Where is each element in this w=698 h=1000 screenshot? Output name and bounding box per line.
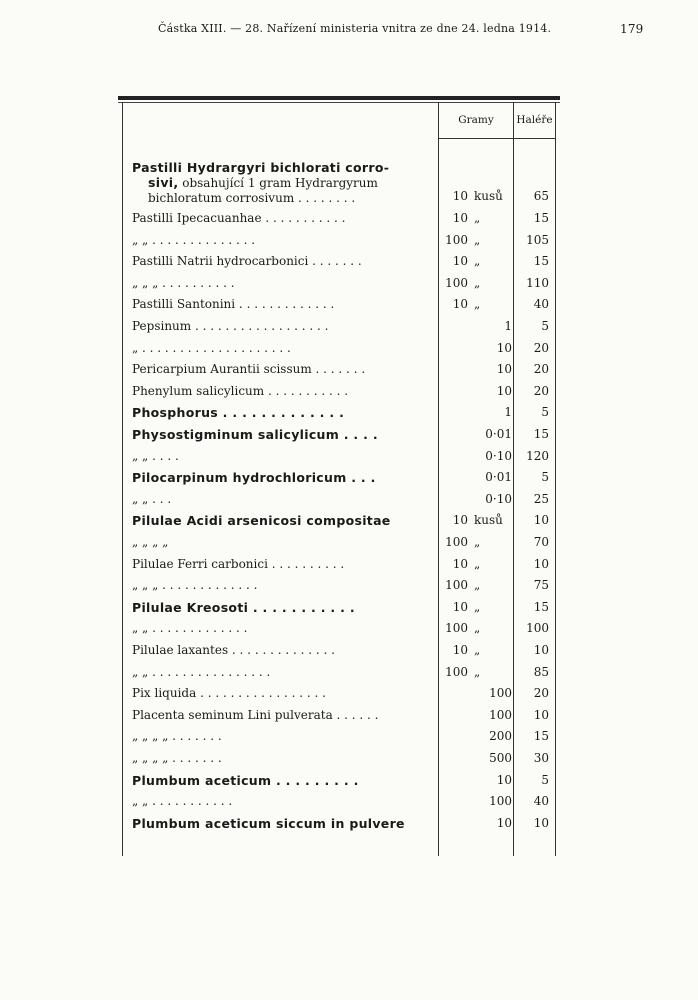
price: 15 [533, 729, 549, 744]
price: 70 [533, 535, 549, 549]
quantity: 10 [452, 599, 468, 614]
item-name: Physostigminum salicylicum . . . . [132, 427, 378, 442]
unit: „ [474, 621, 481, 636]
price: 100 [526, 621, 549, 636]
item-name: Pilocarpinum hydrochloricum . . . [132, 470, 376, 486]
unit: kusů [474, 513, 503, 528]
item-name: Pix liquida . . . . . . . . . . . . . . . . . [132, 686, 326, 701]
unit: kusů [474, 189, 503, 203]
price: 25 [533, 491, 549, 506]
quantity: 10 [452, 297, 468, 312]
table-row [118, 402, 560, 423]
unit: „ [474, 664, 481, 679]
quantity: 10 [452, 254, 468, 269]
page-number: 179 [620, 22, 644, 36]
item-name: „ „ . . . . . . . . . . . . . . [132, 232, 256, 247]
grams-value: 0·10 [485, 448, 512, 463]
price: 10 [533, 815, 549, 830]
price: 5 [541, 405, 549, 420]
item-name: Pepsinum . . . . . . . . . . . . . . . . . . [132, 319, 329, 333]
quantity: 100 [445, 535, 468, 549]
grams-value: 0·10 [485, 491, 512, 506]
item-name: „ . . . . . . . . . . . . . . . . . . . . [132, 340, 291, 355]
page-header-title: Částka XIII. — 28. Nařízení ministeria vnitra ze dne 24. ledna 1914. [158, 22, 552, 35]
price: 5 [541, 319, 549, 333]
unit: „ [474, 275, 481, 290]
entry-pastilli-hydrargyri-values [118, 186, 560, 207]
entry-name-line1: Pastilli Hydrargyri bichlorati corro- [132, 160, 390, 175]
grams-value: 10 [496, 772, 512, 787]
quantity: 10 [452, 189, 468, 203]
column-header-haler: Haléře [516, 114, 553, 126]
table-row [118, 467, 560, 488]
item-name: Placenta seminum Lini pulverata . . . . . . [132, 707, 379, 722]
table-row [118, 791, 560, 812]
price: 65 [533, 189, 549, 203]
grams-value: 1 [504, 319, 512, 333]
grams-value: 10 [496, 383, 512, 398]
grams-value: 100 [489, 707, 512, 722]
quantity: 100 [445, 232, 468, 247]
item-name: Phenylum salicylicum . . . . . . . . . . . [132, 383, 349, 398]
price: 75 [533, 578, 549, 593]
table-row [118, 489, 560, 510]
table-row [118, 316, 560, 337]
price: 15 [533, 427, 549, 441]
table-row [118, 705, 560, 726]
item-name: „ „ „ . . . . . . . . . . . . . [132, 578, 258, 593]
price: 20 [533, 362, 549, 377]
unit: „ [474, 643, 481, 657]
price: 15 [533, 211, 549, 225]
table-row [118, 662, 560, 683]
price: 30 [533, 751, 549, 765]
table-row [118, 424, 560, 445]
quantity: 100 [445, 578, 468, 593]
table-top-rule [118, 96, 560, 100]
table-row [118, 597, 560, 618]
grams-value: 10 [496, 340, 512, 355]
table-row [118, 554, 560, 575]
grams-value: 100 [489, 794, 512, 809]
item-name: „ „ . . . [132, 491, 172, 506]
table-row [118, 208, 560, 229]
grams-value: 1 [504, 405, 512, 420]
item-name: Pastilli Natrii hydrocarbonici . . . . . . . [132, 254, 362, 269]
entry-name-line2-bold: sivi, [148, 175, 179, 190]
grams-value: 200 [489, 729, 512, 744]
quantity: 10 [452, 211, 468, 225]
price: 20 [533, 686, 549, 701]
item-name: Phosphorus . . . . . . . . . . . . . [132, 405, 345, 421]
price: 40 [533, 794, 549, 809]
price: 5 [541, 772, 549, 787]
grams-value: 0·01 [485, 427, 512, 441]
quantity: 10 [452, 643, 468, 657]
unit: „ [474, 297, 481, 312]
price: 10 [533, 643, 549, 657]
price: 10 [533, 556, 549, 571]
table-row [118, 532, 560, 553]
grams-value: 0·01 [485, 470, 512, 485]
price: 85 [533, 664, 549, 679]
price: 20 [533, 340, 549, 355]
item-name: Pilulae Acidi arsenicosi compositae [132, 513, 391, 529]
price: 5 [541, 470, 549, 485]
item-name: Pastilli Santonini . . . . . . . . . . . . . [132, 297, 335, 312]
item-name: Pilulae laxantes . . . . . . . . . . . . . . [132, 643, 335, 657]
table-top-rule-thin [118, 102, 560, 103]
item-name: „ „ . . . . . . . . . . . [132, 794, 233, 809]
price-table [118, 96, 560, 856]
grams-value: 10 [496, 815, 512, 830]
table-row [118, 640, 560, 661]
table-row [118, 294, 560, 315]
price: 110 [526, 275, 549, 290]
price: 105 [526, 232, 549, 247]
item-name: Pilulae Ferri carbonici . . . . . . . . . . [132, 556, 345, 571]
unit: „ [474, 211, 481, 225]
unit: „ [474, 232, 481, 247]
table-row [118, 273, 560, 294]
quantity: 10 [452, 556, 468, 571]
item-name: „ „ . . . . . . . . . . . . . . . . [132, 664, 271, 679]
table-row [118, 359, 560, 380]
price: 40 [533, 297, 549, 312]
quantity: 100 [445, 275, 468, 290]
item-name: Plumbum aceticum siccum in pulvere [132, 815, 405, 831]
unit: „ [474, 254, 481, 269]
item-name: „ „ „ „ [132, 535, 169, 549]
quantity: 100 [445, 621, 468, 636]
entry-name-line2-rest: obsahující 1 gram Hydrargyrum [178, 176, 378, 190]
unit: „ [474, 535, 481, 549]
quantity: 100 [445, 664, 468, 679]
item-name: Pastilli Ipecacuanhae . . . . . . . . . . . [132, 211, 346, 225]
unit: „ [474, 556, 481, 571]
table-row [118, 813, 560, 834]
price: 10 [533, 707, 549, 722]
grams-value: 500 [489, 751, 512, 765]
column-header-grams: Gramy [458, 114, 494, 126]
item-name: Plumbum aceticum . . . . . . . . . [132, 772, 359, 788]
table-row [118, 683, 560, 704]
price: 15 [533, 599, 549, 614]
entry-name-line3: bichloratum corrosivum . . . . . . . . [148, 191, 356, 205]
table-row [118, 770, 560, 791]
item-name: „ „ . . . . . . . . . . . . . [132, 621, 248, 636]
item-name: „ „ „ „ . . . . . . . [132, 751, 222, 765]
table-row [118, 510, 560, 531]
table-row [118, 726, 560, 747]
item-name: „ „ „ . . . . . . . . . . [132, 275, 235, 290]
table-row [118, 618, 560, 639]
header-separator [438, 138, 556, 139]
grams-value: 100 [489, 686, 512, 701]
item-name: Pilulae Kreosoti . . . . . . . . . . . [132, 599, 355, 615]
unit: „ [474, 578, 481, 593]
item-name: „ „ . . . . [132, 448, 179, 463]
grams-value: 10 [496, 362, 512, 377]
price: 20 [533, 383, 549, 398]
table-row [118, 251, 560, 272]
price: 15 [533, 254, 549, 269]
table-row [118, 575, 560, 596]
table-row [118, 446, 560, 467]
table-row [118, 381, 560, 402]
item-name: „ „ „ „ . . . . . . . [132, 729, 222, 744]
item-name: Pericarpium Aurantii scissum . . . . . . . [132, 362, 366, 377]
quantity: 10 [452, 513, 468, 528]
price: 10 [533, 513, 549, 528]
table-row [118, 338, 560, 359]
table-row [118, 748, 560, 769]
price: 120 [526, 448, 549, 463]
table-row [118, 230, 560, 251]
unit: „ [474, 599, 481, 614]
